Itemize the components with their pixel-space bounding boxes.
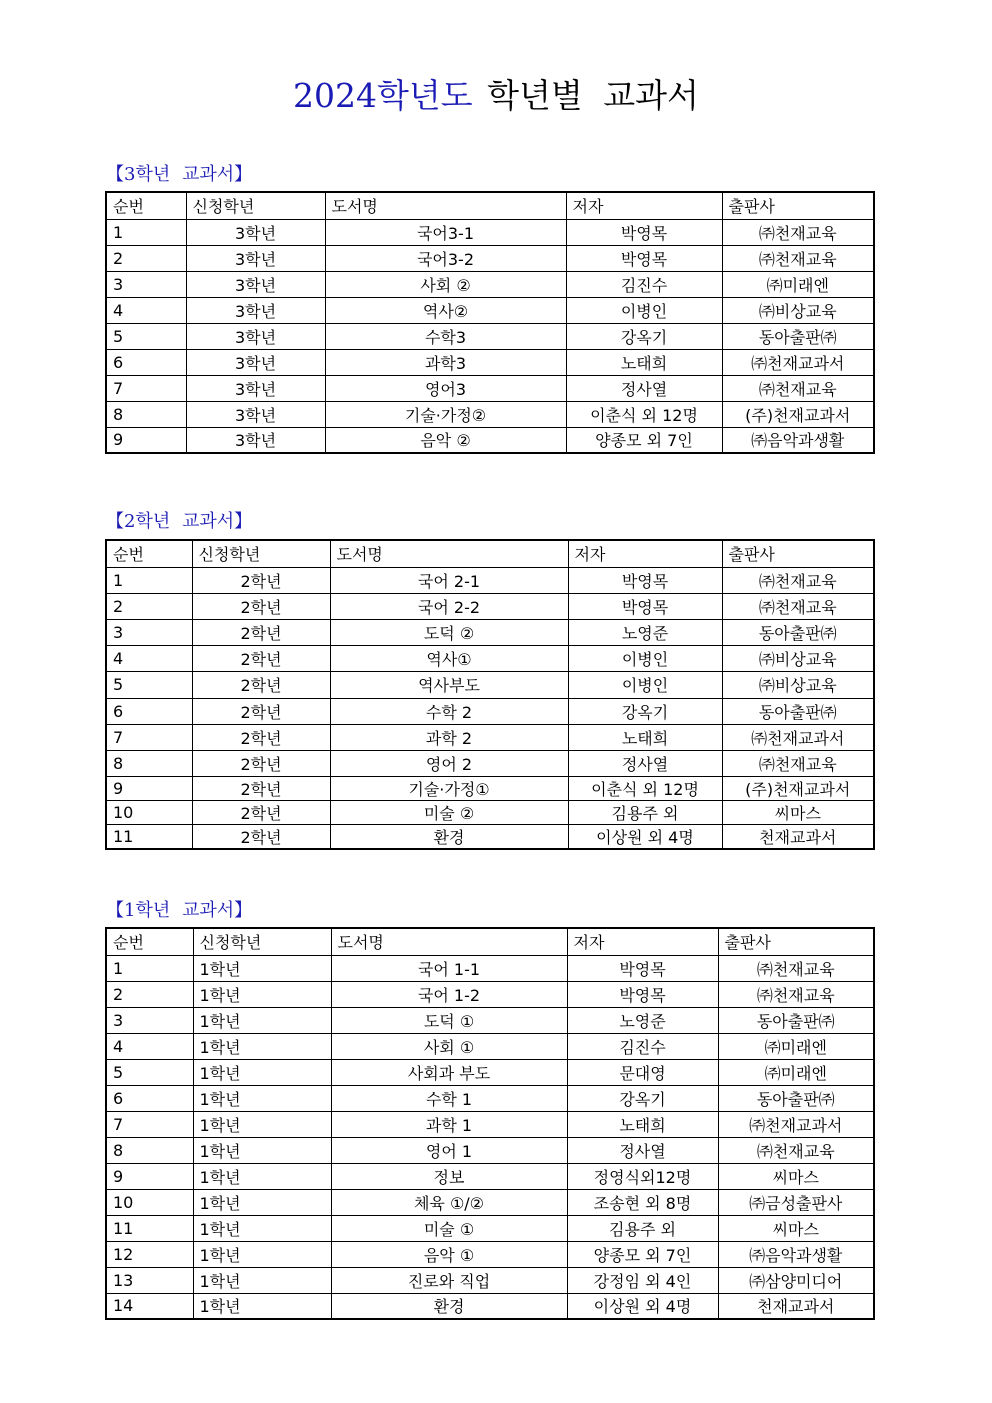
cell-grade: 1학년 <box>193 1111 331 1137</box>
cell-author: 김진수 <box>566 271 722 297</box>
cell-book-title: 환경 <box>330 824 568 849</box>
cell-publisher: ㈜천재교육 <box>722 593 874 619</box>
cell-number: 3 <box>106 271 186 297</box>
cell-publisher: ㈜천재교육 <box>722 375 874 401</box>
table-header-row <box>106 928 874 955</box>
cell-book-title: 음악 ① <box>331 1241 567 1267</box>
title-year: 2024학년도 <box>293 76 473 115</box>
cell-grade: 2학년 <box>192 645 330 671</box>
section-heading: 【3학년 교과서】 <box>106 164 253 185</box>
cell-publisher: ㈜음악과생활 <box>722 427 874 453</box>
table-row <box>106 297 874 323</box>
column-header: 신청학년 <box>186 192 325 219</box>
cell-number: 8 <box>106 401 186 427</box>
cell-book-title: 음악 ② <box>325 427 566 453</box>
cell-author: 이병인 <box>568 645 722 671</box>
table-row <box>106 401 874 427</box>
table-row <box>106 349 874 375</box>
column-header: 순번 <box>106 192 186 219</box>
table-row <box>106 724 874 750</box>
cell-grade: 1학년 <box>193 1241 331 1267</box>
column-header: 순번 <box>106 540 192 567</box>
table-row <box>106 698 874 724</box>
table-header-row <box>106 540 874 567</box>
cell-grade: 3학년 <box>186 245 325 271</box>
cell-book-title: 환경 <box>331 1293 567 1319</box>
cell-publisher: ㈜천재교육 <box>718 955 874 981</box>
cell-number: 4 <box>106 645 192 671</box>
cell-publisher: ㈜비상교육 <box>722 297 874 323</box>
page-title <box>0 70 992 117</box>
cell-grade: 1학년 <box>193 1215 331 1241</box>
column-header: 출판사 <box>722 540 874 567</box>
cell-publisher: ㈜미래엔 <box>718 1033 874 1059</box>
cell-author: 박영목 <box>567 955 718 981</box>
cell-book-title: 사회과 부도 <box>331 1059 567 1085</box>
cell-number: 9 <box>106 776 192 800</box>
cell-number: 7 <box>106 1111 193 1137</box>
cell-publisher: ㈜천재교육 <box>722 567 874 593</box>
cell-book-title: 역사① <box>330 645 568 671</box>
table-row <box>106 375 874 401</box>
cell-number: 3 <box>106 1007 193 1033</box>
cell-grade: 3학년 <box>186 349 325 375</box>
cell-author: 박영목 <box>567 981 718 1007</box>
table-row <box>106 824 874 849</box>
cell-number: 1 <box>106 955 193 981</box>
cell-book-title: 사회 ① <box>331 1033 567 1059</box>
cell-publisher: 동아출판㈜ <box>718 1085 874 1111</box>
cell-author: 노태희 <box>568 724 722 750</box>
cell-book-title: 국어 1-1 <box>331 955 567 981</box>
cell-book-title: 정보 <box>331 1163 567 1189</box>
cell-publisher: ㈜천재교육 <box>718 981 874 1007</box>
textbook-table <box>105 191 875 454</box>
cell-book-title: 기술·가정② <box>325 401 566 427</box>
cell-book-title: 역사② <box>325 297 566 323</box>
cell-publisher: 동아출판㈜ <box>718 1007 874 1033</box>
cell-author: 이춘식 외 12명 <box>566 401 722 427</box>
table-row <box>106 1163 874 1189</box>
cell-book-title: 국어 2-2 <box>330 593 568 619</box>
cell-grade: 1학년 <box>193 1267 331 1293</box>
cell-book-title: 영어3 <box>325 375 566 401</box>
cell-author: 강옥기 <box>566 323 722 349</box>
cell-grade: 3학년 <box>186 271 325 297</box>
cell-publisher: ㈜천재교육 <box>722 750 874 776</box>
cell-grade: 3학년 <box>186 323 325 349</box>
cell-author: 강옥기 <box>567 1085 718 1111</box>
cell-publisher: ㈜비상교육 <box>722 671 874 698</box>
column-header: 출판사 <box>722 192 874 219</box>
cell-author: 노영준 <box>568 619 722 645</box>
cell-grade: 1학년 <box>193 1189 331 1215</box>
cell-author: 노영준 <box>567 1007 718 1033</box>
cell-number: 9 <box>106 1163 193 1189</box>
cell-grade: 1학년 <box>193 1163 331 1189</box>
table-row <box>106 750 874 776</box>
cell-number: 5 <box>106 671 192 698</box>
table-row <box>106 1241 874 1267</box>
cell-grade: 1학년 <box>193 981 331 1007</box>
cell-publisher: 씨마스 <box>718 1163 874 1189</box>
cell-grade: 3학년 <box>186 297 325 323</box>
cell-number: 12 <box>106 1241 193 1267</box>
cell-grade: 2학년 <box>192 593 330 619</box>
cell-number: 3 <box>106 619 192 645</box>
column-header: 신청학년 <box>192 540 330 567</box>
cell-number: 8 <box>106 1137 193 1163</box>
cell-author: 이병인 <box>566 297 722 323</box>
cell-publisher: ㈜천재교육 <box>718 1137 874 1163</box>
table-row <box>106 1189 874 1215</box>
textbook-table <box>105 927 875 1320</box>
cell-publisher: 동아출판㈜ <box>722 698 874 724</box>
cell-publisher: ㈜미래엔 <box>722 271 874 297</box>
cell-number: 1 <box>106 567 192 593</box>
column-header: 저자 <box>566 192 722 219</box>
cell-author: 이병인 <box>568 671 722 698</box>
column-header: 출판사 <box>718 928 874 955</box>
cell-grade: 3학년 <box>186 427 325 453</box>
cell-book-title: 기술·가정① <box>330 776 568 800</box>
table-row <box>106 776 874 800</box>
title-rest: 학년별 교과서 <box>487 76 699 115</box>
table-row <box>106 271 874 297</box>
cell-book-title: 수학 1 <box>331 1085 567 1111</box>
cell-publisher: ㈜미래엔 <box>718 1059 874 1085</box>
cell-book-title: 과학 1 <box>331 1111 567 1137</box>
cell-grade: 2학년 <box>192 800 330 824</box>
cell-number: 10 <box>106 800 192 824</box>
table-header-row <box>106 192 874 219</box>
table-row <box>106 671 874 698</box>
cell-grade: 3학년 <box>186 401 325 427</box>
cell-author: 조송현 외 8명 <box>567 1189 718 1215</box>
cell-grade: 2학년 <box>192 750 330 776</box>
cell-grade: 1학년 <box>193 1007 331 1033</box>
cell-grade: 1학년 <box>193 1059 331 1085</box>
table-row <box>106 645 874 671</box>
cell-number: 7 <box>106 375 186 401</box>
cell-publisher: ㈜천재교과서 <box>722 724 874 750</box>
table-row <box>106 323 874 349</box>
section-heading: 【2학년 교과서】 <box>106 511 253 532</box>
cell-number: 9 <box>106 427 186 453</box>
column-header: 저자 <box>567 928 718 955</box>
cell-book-title: 영어 1 <box>331 1137 567 1163</box>
cell-number: 11 <box>106 824 192 849</box>
cell-publisher: ㈜비상교육 <box>722 645 874 671</box>
cell-grade: 1학년 <box>193 1085 331 1111</box>
cell-number: 13 <box>106 1267 193 1293</box>
table-row <box>106 981 874 1007</box>
cell-grade: 2학년 <box>192 776 330 800</box>
cell-publisher: 천재교과서 <box>722 824 874 849</box>
cell-number: 10 <box>106 1189 193 1215</box>
cell-author: 정사열 <box>568 750 722 776</box>
cell-publisher: ㈜음악과생활 <box>718 1241 874 1267</box>
cell-book-title: 국어3-1 <box>325 219 566 245</box>
cell-publisher: 씨마스 <box>722 800 874 824</box>
cell-number: 6 <box>106 1085 193 1111</box>
textbook-table <box>105 539 875 850</box>
section-heading: 【1학년 교과서】 <box>106 900 253 921</box>
cell-book-title: 도덕 ① <box>331 1007 567 1033</box>
cell-publisher: 동아출판㈜ <box>722 323 874 349</box>
cell-author: 정사열 <box>566 375 722 401</box>
cell-publisher: ㈜삼양미디어 <box>718 1267 874 1293</box>
table-row <box>106 1085 874 1111</box>
cell-book-title: 영어 2 <box>330 750 568 776</box>
cell-author: 강정임 외 4인 <box>567 1267 718 1293</box>
column-header: 도서명 <box>331 928 567 955</box>
cell-author: 김용주 외 <box>568 800 722 824</box>
cell-book-title: 국어 2-1 <box>330 567 568 593</box>
cell-author: 김용주 외 <box>567 1215 718 1241</box>
cell-book-title: 국어 1-2 <box>331 981 567 1007</box>
cell-number: 4 <box>106 297 186 323</box>
table-row <box>106 1059 874 1085</box>
cell-book-title: 과학3 <box>325 349 566 375</box>
cell-grade: 2학년 <box>192 567 330 593</box>
cell-publisher: 동아출판㈜ <box>722 619 874 645</box>
cell-publisher: ㈜천재교과서 <box>718 1111 874 1137</box>
cell-author: 강옥기 <box>568 698 722 724</box>
table-row <box>106 1293 874 1319</box>
cell-book-title: 수학3 <box>325 323 566 349</box>
cell-author: 이춘식 외 12명 <box>568 776 722 800</box>
table-row <box>106 1111 874 1137</box>
cell-author: 양종모 외 7인 <box>567 1241 718 1267</box>
cell-number: 2 <box>106 245 186 271</box>
cell-book-title: 역사부도 <box>330 671 568 698</box>
cell-number: 7 <box>106 724 192 750</box>
cell-book-title: 체육 ①/② <box>331 1189 567 1215</box>
cell-author: 이상원 외 4명 <box>568 824 722 849</box>
cell-book-title: 미술 ① <box>331 1215 567 1241</box>
cell-publisher: 씨마스 <box>718 1215 874 1241</box>
cell-number: 8 <box>106 750 192 776</box>
cell-grade: 1학년 <box>193 1293 331 1319</box>
cell-book-title: 미술 ② <box>330 800 568 824</box>
cell-number: 6 <box>106 349 186 375</box>
cell-publisher: ㈜금성출판사 <box>718 1189 874 1215</box>
table-row <box>106 1267 874 1293</box>
cell-grade: 3학년 <box>186 219 325 245</box>
cell-book-title: 도덕 ② <box>330 619 568 645</box>
cell-author: 노태희 <box>567 1111 718 1137</box>
cell-publisher: ㈜천재교육 <box>722 245 874 271</box>
cell-grade: 2학년 <box>192 671 330 698</box>
table-row <box>106 1137 874 1163</box>
cell-author: 박영목 <box>566 219 722 245</box>
cell-grade: 2학년 <box>192 698 330 724</box>
table-row <box>106 1033 874 1059</box>
cell-number: 2 <box>106 593 192 619</box>
cell-author: 박영목 <box>566 245 722 271</box>
cell-number: 11 <box>106 1215 193 1241</box>
column-header: 신청학년 <box>193 928 331 955</box>
cell-number: 2 <box>106 981 193 1007</box>
table-row <box>106 567 874 593</box>
column-header: 도서명 <box>330 540 568 567</box>
table-row <box>106 955 874 981</box>
cell-grade: 2학년 <box>192 619 330 645</box>
table-row <box>106 593 874 619</box>
table-row <box>106 1215 874 1241</box>
cell-book-title: 국어3-2 <box>325 245 566 271</box>
cell-number: 4 <box>106 1033 193 1059</box>
column-header: 도서명 <box>325 192 566 219</box>
cell-number: 1 <box>106 219 186 245</box>
cell-publisher: ㈜천재교과서 <box>722 349 874 375</box>
cell-grade: 2학년 <box>192 824 330 849</box>
cell-grade: 1학년 <box>193 955 331 981</box>
cell-publisher: ㈜천재교육 <box>722 219 874 245</box>
table-row <box>106 427 874 453</box>
cell-number: 5 <box>106 323 186 349</box>
cell-number: 5 <box>106 1059 193 1085</box>
table-row <box>106 245 874 271</box>
cell-author: 양종모 외 7인 <box>566 427 722 453</box>
cell-author: 노태희 <box>566 349 722 375</box>
cell-book-title: 사회 ② <box>325 271 566 297</box>
cell-grade: 1학년 <box>193 1033 331 1059</box>
cell-author: 이상원 외 4명 <box>567 1293 718 1319</box>
cell-book-title: 진로와 직업 <box>331 1267 567 1293</box>
cell-author: 정사열 <box>567 1137 718 1163</box>
cell-grade: 3학년 <box>186 375 325 401</box>
cell-book-title: 수학 2 <box>330 698 568 724</box>
table-row <box>106 619 874 645</box>
cell-author: 문대영 <box>567 1059 718 1085</box>
cell-publisher: (주)천재교과서 <box>722 401 874 427</box>
table-row <box>106 1007 874 1033</box>
cell-author: 정영식외12명 <box>567 1163 718 1189</box>
cell-author: 박영목 <box>568 567 722 593</box>
column-header: 순번 <box>106 928 193 955</box>
cell-number: 14 <box>106 1293 193 1319</box>
table-row <box>106 800 874 824</box>
cell-book-title: 과학 2 <box>330 724 568 750</box>
cell-grade: 1학년 <box>193 1137 331 1163</box>
cell-author: 김진수 <box>567 1033 718 1059</box>
table-row <box>106 219 874 245</box>
cell-number: 6 <box>106 698 192 724</box>
column-header: 저자 <box>568 540 722 567</box>
cell-author: 박영목 <box>568 593 722 619</box>
cell-publisher: 천재교과서 <box>718 1293 874 1319</box>
cell-grade: 2학년 <box>192 724 330 750</box>
cell-publisher: (주)천재교과서 <box>722 776 874 800</box>
